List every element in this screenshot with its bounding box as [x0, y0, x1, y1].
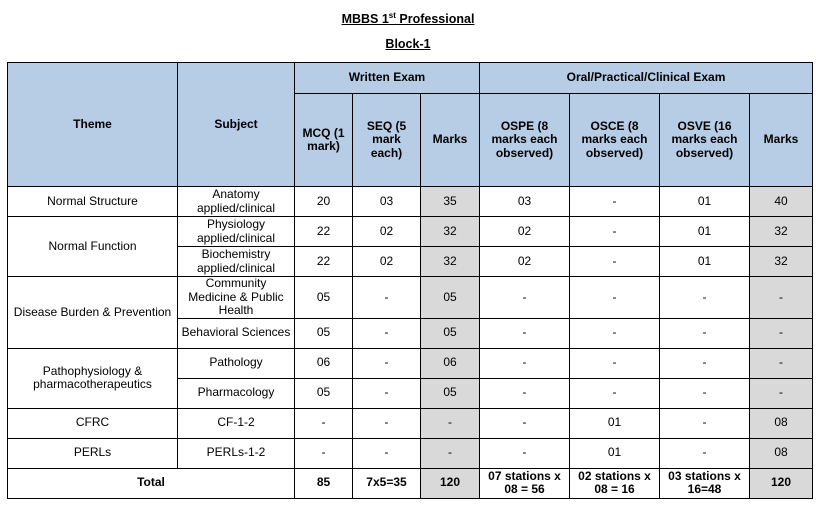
osce-cell: -: [570, 217, 660, 247]
ospe-cell: -: [480, 378, 570, 408]
seq-cell: -: [353, 408, 421, 438]
total-marks-oral: 120: [750, 468, 813, 498]
header-marks-written: Marks: [421, 94, 480, 187]
mcq-cell: -: [295, 438, 353, 468]
table-row: [8, 187, 813, 217]
osce-cell: -: [570, 378, 660, 408]
seq-cell: -: [353, 318, 421, 348]
subject-cell: Behavioral Sciences: [178, 318, 295, 348]
osve-cell: -: [660, 277, 750, 319]
subject-cell: Anatomy applied/clinical: [178, 187, 295, 217]
marks-oral-cell: -: [750, 277, 813, 319]
subject-cell: Community Medicine & Public Health: [178, 277, 295, 319]
theme-cell: Normal Function: [8, 217, 178, 277]
marks-oral-cell: -: [750, 318, 813, 348]
ospe-cell: -: [480, 438, 570, 468]
header-written-exam: Written Exam: [295, 63, 480, 94]
total-osve: 03 stations x 16=48: [660, 468, 750, 498]
ospe-cell: 02: [480, 247, 570, 277]
marks-written-cell: 06: [421, 348, 480, 378]
mcq-cell: 22: [295, 247, 353, 277]
header-osce: OSCE (8 marks each observed): [570, 94, 660, 187]
mcq-cell: -: [295, 408, 353, 438]
ospe-cell: -: [480, 348, 570, 378]
header-oral-exam: Oral/Practical/Clinical Exam: [480, 63, 813, 94]
header-theme: Theme: [8, 63, 178, 187]
mcq-cell: 06: [295, 348, 353, 378]
title-superscript: st: [388, 10, 396, 20]
marks-oral-cell: 08: [750, 438, 813, 468]
osve-cell: 01: [660, 217, 750, 247]
marks-written-cell: 32: [421, 247, 480, 277]
ospe-cell: 03: [480, 187, 570, 217]
marks-oral-cell: -: [750, 348, 813, 378]
table-row: [8, 217, 813, 247]
ospe-cell: -: [480, 318, 570, 348]
osce-cell: -: [570, 187, 660, 217]
curriculum-table: [7, 62, 813, 499]
title-prefix: MBBS 1: [341, 12, 389, 26]
osce-cell: -: [570, 348, 660, 378]
theme-cell: CFRC: [8, 408, 178, 438]
mcq-cell: 05: [295, 277, 353, 319]
total-marks-written: 120: [421, 468, 480, 498]
marks-oral-cell: -: [750, 378, 813, 408]
marks-oral-cell: 08: [750, 408, 813, 438]
header-mcq: MCQ (1 mark): [295, 94, 353, 187]
subject-cell: CF-1-2: [178, 408, 295, 438]
ospe-cell: -: [480, 277, 570, 319]
seq-cell: 02: [353, 217, 421, 247]
osve-cell: -: [660, 378, 750, 408]
marks-oral-cell: 40: [750, 187, 813, 217]
ospe-cell: -: [480, 408, 570, 438]
subject-cell: Physiology applied/clinical: [178, 217, 295, 247]
ospe-cell: 02: [480, 217, 570, 247]
mcq-cell: 20: [295, 187, 353, 217]
theme-cell: Disease Burden & Prevention: [8, 277, 178, 349]
theme-cell: Normal Structure: [8, 187, 178, 217]
osve-cell: -: [660, 318, 750, 348]
total-mcq: 85: [295, 468, 353, 498]
header-row-group: [8, 63, 813, 94]
block-title: Block-1: [385, 37, 431, 51]
mcq-cell: 05: [295, 318, 353, 348]
theme-cell: PERLs: [8, 438, 178, 468]
header-ospe: OSPE (8 marks each observed): [480, 94, 570, 187]
osve-cell: -: [660, 348, 750, 378]
total-osce: 02 stations x 08 = 16: [570, 468, 660, 498]
osce-cell: 01: [570, 408, 660, 438]
osce-cell: -: [570, 277, 660, 319]
osve-cell: 01: [660, 187, 750, 217]
header-seq: SEQ (5 mark each): [353, 94, 421, 187]
document-title: [0, 12, 816, 26]
osve-cell: -: [660, 408, 750, 438]
marks-written-cell: 32: [421, 217, 480, 247]
title-suffix: Professional: [395, 12, 475, 26]
header-subject: Subject: [178, 63, 295, 187]
marks-written-cell: 05: [421, 277, 480, 319]
seq-cell: 02: [353, 247, 421, 277]
marks-written-cell: 05: [421, 378, 480, 408]
table-row: [8, 277, 813, 319]
subject-cell: PERLs-1-2: [178, 438, 295, 468]
marks-written-cell: -: [421, 438, 480, 468]
header-marks-oral: Marks: [750, 94, 813, 187]
osce-cell: -: [570, 247, 660, 277]
total-row: [8, 468, 813, 498]
subject-cell: Biochemistry applied/clinical: [178, 247, 295, 277]
seq-cell: -: [353, 277, 421, 319]
subject-cell: Pharmacology: [178, 378, 295, 408]
header-osve: OSVE (16 marks each observed): [660, 94, 750, 187]
mcq-cell: 22: [295, 217, 353, 247]
marks-written-cell: 05: [421, 318, 480, 348]
total-label: Total: [8, 468, 295, 498]
table-row: [8, 408, 813, 438]
table-row: [8, 438, 813, 468]
marks-oral-cell: 32: [750, 247, 813, 277]
theme-cell: Pathophysiology & pharmacotherapeutics: [8, 348, 178, 408]
subject-cell: Pathology: [178, 348, 295, 378]
marks-oral-cell: 32: [750, 217, 813, 247]
seq-cell: -: [353, 378, 421, 408]
marks-written-cell: -: [421, 408, 480, 438]
marks-written-cell: 35: [421, 187, 480, 217]
mcq-cell: 05: [295, 378, 353, 408]
table-row: [8, 348, 813, 378]
seq-cell: 03: [353, 187, 421, 217]
osve-cell: 01: [660, 247, 750, 277]
osce-cell: 01: [570, 438, 660, 468]
osve-cell: -: [660, 438, 750, 468]
osce-cell: -: [570, 318, 660, 348]
total-seq: 7x5=35: [353, 468, 421, 498]
seq-cell: -: [353, 348, 421, 378]
seq-cell: -: [353, 438, 421, 468]
total-ospe: 07 stations x 08 = 56: [480, 468, 570, 498]
